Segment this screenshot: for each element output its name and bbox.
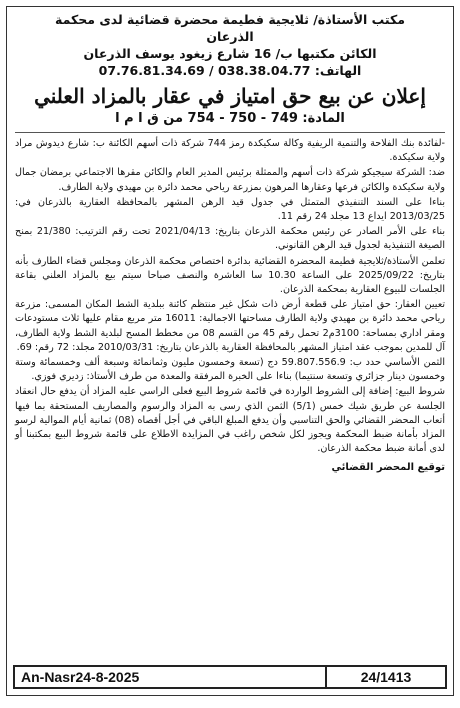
newspaper-date: An-Nasr24-8-2025 (21, 669, 140, 685)
office-line: مكتب الأستاذة/ ثلايجية فطيمة محضرة قضائية لدى محكمة (55, 12, 405, 27)
paragraph-sale-date: تعلمن الأستاذة/ثلايجية فطيمة المحضرة القضائية بدائرة اختصاص محكمة الذرعان ومجلس قضاء الطارف بأنه بتاريخ: 2025/09/22 على الساعة 10.30 سا العاشرة والنصف صباحا سيتم بيع بالمزاد العلني بقاعة الجلسات للبيوع العقارية بمحكمة الذرعان. (15, 255, 445, 296)
paragraph-debtor: ضد: الشركة سيجيكو شركة ذات أسهم والممثلة برئيس المدير العام والكائن مقرها الاجتماعي برمضان جمال ولاية سكيكدة والكائن فرعها وعقارها المرهون بمزرعة رياحي محمد دائرة بن مهيدي ولاية الطارف. (15, 167, 445, 193)
legal-notice (6, 6, 454, 696)
office-phone: الهاتف: 038.38.04.77 / 07.76.81.34.69 (98, 63, 362, 78)
publication-footer (13, 665, 447, 689)
paragraph-price: الثمن الأساسي حدد ب: 59.807.556.9 دج (تسعة وخمسون مليون وثمانمائة وسبعة ألف وخمسمائة وستة وخمسون دينار جزائري وتسعة سنتيما) بناءا على الخبرة المرفقة والمعدة من طرف الأستاذ: زديري فوزي. (15, 357, 445, 383)
paragraph-creditor: -لفائدة بنك الفلاحة والتنمية الريفية وكالة سكيكدة رمز 744 شركة ذات أسهم الكائنة ب: شارع ديدوش مراد ولاية سكيكدة. (15, 138, 445, 164)
notice-reference: 24/1413 (325, 667, 445, 687)
paragraph-mortgage: بناءا على السند التنفيذي المتمثل في جدول قيد الرهن المشهر بالمحافظة العقارية بالذرعان في: 2013/03/25 ايداع 13 مجلد 24 رقم 11. (15, 196, 445, 223)
legal-articles: المادة: 749 - 750 - 754 من ق ا م ا (115, 111, 345, 126)
bailiff-office-header (15, 11, 445, 80)
notice-title: إعلان عن بيع حق امتياز في عقار بالمزاد العلني (34, 84, 426, 108)
signature-label: توقيع المحضر القضائي (331, 462, 445, 474)
paragraph-property: تعيين العقار: حق امتياز على قطعة أرض ذات شكل غير منتظم كائنة ببلدية الشط المكان المسمى: مزرعة رياحي محمد دائرة بن مهيدي ولاية الطارف مساحتها الاجمالية: 16011 متر مربع مقام عليها ثلاث مستودعات ومقر اداري بمساحة: 3100م2 تحمل رقم 45 من القسم 08 من مخطط المسح لبلدية الشط ولاية الطارف، آل للمدين بموجب عقد امتياز المشهر بالمحافظة العقارية بالذرعان بتاريخ: 2010/03/31 مجلد: 72 رقم: 69. (15, 299, 445, 353)
divider (15, 132, 445, 133)
court-name: الذرعان (206, 29, 254, 44)
paragraph-conditions: شروط البيع: إضافة إلى الشروط الواردة في قائمة شروط البيع فعلى الراسي عليه المزاد أن يدفع حال انعقاد الجلسة عن طريق شيك خمس (5/1) الثمن الذي رسى به المزاد والرسوم والمصاريف المستحقة بما فيها أتعاب المحضر القضائي والحق التناسبي وأن يدفع المبلغ الباقي في أجل أقصاه (08) ثمانية أيام الموالية لرسو المزاد بأمانة ضبط المحكمة ويجوز لكل شخص راغب في المزايدة الاطلاع على قائمة شروط البيع بمكتبنا أو لدى أمانة ضبط محكمة الذرعان. (15, 386, 446, 455)
notice-body (15, 137, 445, 456)
office-address: الكائن مكتبها ب/ 16 شارع زيغود يوسف الذرعان (83, 46, 377, 61)
paragraph-order: بناء على الأمر الصادر عن رئيس محكمة الذرعان بتاريخ: 2021/04/13 تحت رقم الترتيب: 21/380 بمنح الصيغة التنفيذية لجدول قيد الرهن القانوني. (15, 226, 445, 252)
